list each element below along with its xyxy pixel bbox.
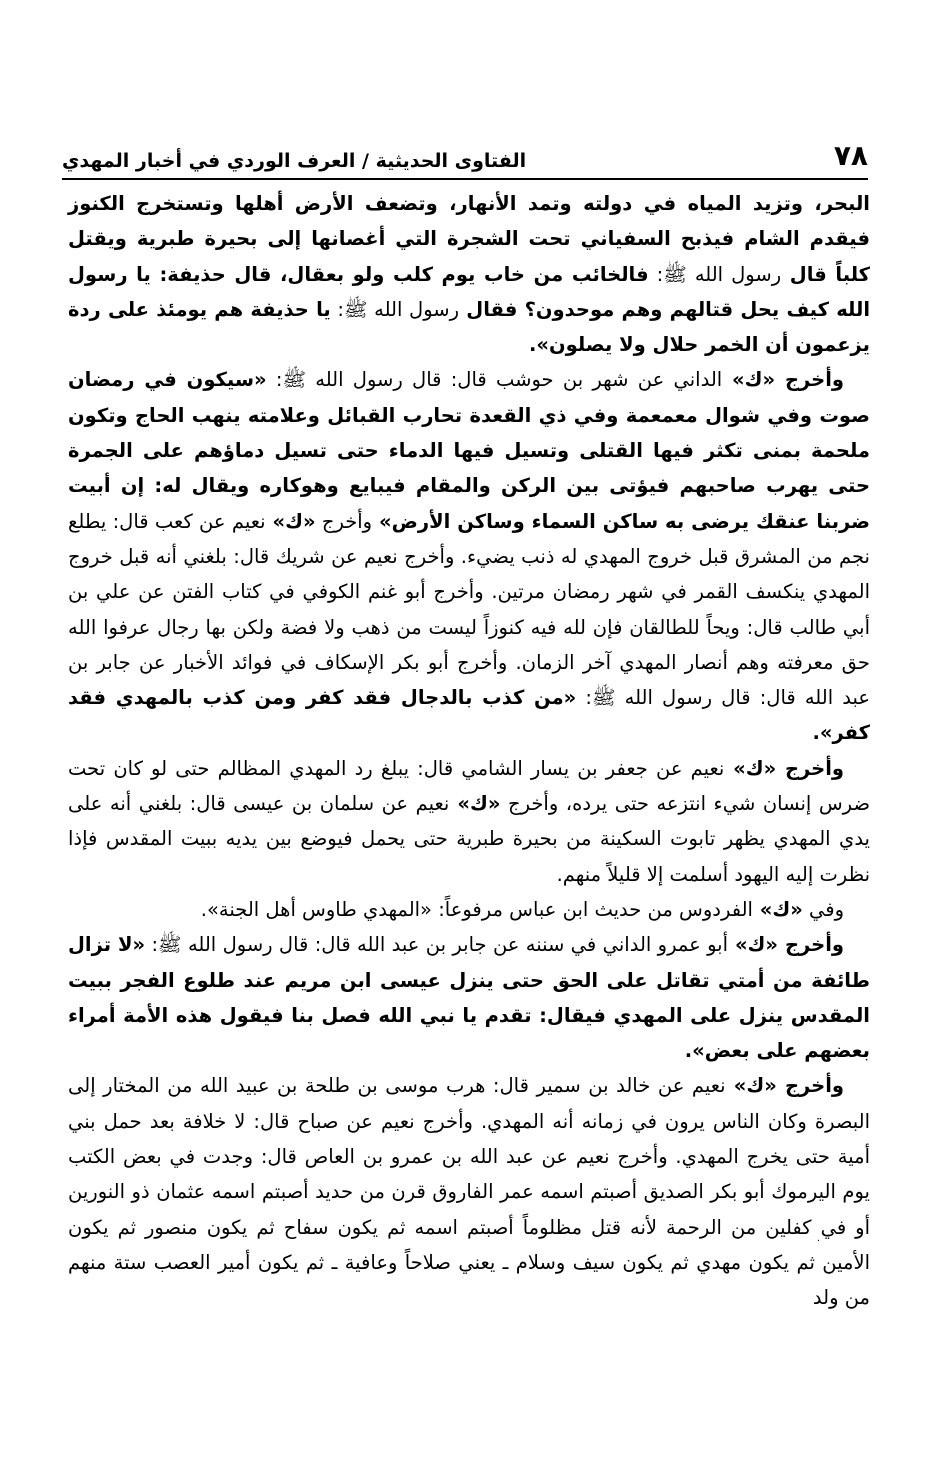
bold-text-segment: «سيكون في رمضان صوت وفي شوال معمعمة وفي ذي القعدة تحارب القبائل وعلامته ينهب الحاج وتكون ملحمة بمنى تكثر فيها القتلى وتسيل فيها الدماء حتى تسيل دماؤهم على الجمرة حتى يهرب صاحبهم فيؤتى بين الركن والمقام فيبايع وهوكاره ويقال له: إن أبيت ضربنا عنقك يرضى به ساكن السماء وساكن الأرض» [68,368,870,533]
paragraph [68,892,870,927]
bold-text-segment: «لا تزال طائفة من أمتي تقاتل على الحق حتى ينزل عيسى ابن مريم عند طلوع الفجر ببيت المقدس ينزل على المهدي فيقال: تقدم يا نبي الله فصل بنا فيقول هذه الأمة أمراء بعضهم على بعض». [68,933,870,1063]
body-text [68,186,870,1316]
bold-text-segment: «ك» [752,897,803,921]
text-segment: وأخرج [315,509,373,533]
bold-text-segment: «من كذب بالدجال فقد كفر ومن كذب بالمهدي فقد كفر». [68,686,870,745]
print-mark: · [816,1236,820,1247]
text-segment: رسول الله ﷺ: [648,262,782,286]
bold-text-segment: «ك» [265,509,316,533]
bold-text-segment: فالخائب من خاب يوم كلب ولو بعقال، قال حذيفة: يا رسول الله كيف يحل قتالهم وهم موحدون؟ فقال [68,262,871,321]
bold-text-segment: وأخرج «ك» [725,1074,844,1098]
paragraph [68,927,870,1068]
text-segment: نعيم عن سلمان بن عيسى قال: بلغني أنه على يدي المهدي يظهر تابوت السكينة من بحيرة طبرية حتى يحمل فيوضع بين يديه ببيت المقدس فإذا نظرت إليه اليهود أسلمت إلا قليلاً منهم. [68,792,870,886]
bold-text-segment: وأخرج «ك» [728,933,845,957]
text-segment: نعيم عن كعب قال: يطلع نجم من المشرق قبل خروج المهدي له ذنب يضيء. وأخرج نعيم عن شريك قال: بلغني أنه قبل خروج المهدي ينكسف القمر في شهر رمضان مرتين. وأخرج أبو غنم الكوفي في كتاب الفتن عن علي بن أبي طالب قال: ويحاً للطالقان فإن لله فيه كنوزاً ليست من ذهب ولا فضة ولكن بها رجال عرفوا الله حق معرفته وهم أنصار المهدي آخر الزمان. وأخرج أبو بكر الإسكاف في فوائد الأخبار عن جابر بن عبد الله قال: قال رسول الله ﷺ: [68,509,870,710]
paragraph [68,362,870,750]
page-number: ٧٨ [833,139,868,172]
text-segment: رسول الله ﷺ: [330,297,460,321]
bold-text-segment: وأخرج «ك» [722,368,844,392]
bold-text-segment: يا حذيفة هم يومئذ على ردة يزعمون أن الخمر حلال ولا يصلون». [68,297,870,357]
paragraph [68,186,870,362]
page-header [62,138,868,172]
running-title: الفتاوى الحديثية / العرف الوردي في أخبار المهدي [62,150,527,172]
paragraph [68,751,870,892]
text-segment: نعيم عن جعفر بن يسار الشامي قال: يبلغ رد المهدي المظالم حتى لو كان تحت ضرس إنسان شيء انتزعه حتى يرده، وأخرج [68,756,871,816]
text-segment: الداني عن شهر بن حوشب قال: قال رسول الله ﷺ: [266,368,723,392]
bold-text-segment: البحر، وتزيد المياه في دولته وتمد الأنهار، وتضعف الأرض أهلها وتستخرج الكنوز فيقدم الشام فيذبح السفياني تحت الشجرة التي أغصانها إلى بحيرة طبرية ويقتل كلباً قال [68,192,870,286]
header-rule [62,178,868,180]
text-segment: أبو عمرو الداني في سننه عن جابر بن عبد الله قال: قال رسول الله ﷺ: [145,933,729,957]
bold-text-segment: «ك» [449,792,501,816]
paragraph [68,1068,870,1315]
text-segment: وفي [802,897,844,921]
text-segment: الفردوس من حديث ابن عباس مرفوعاً: «المهدي طاوس أهل الجنة». [200,897,753,921]
text-segment: نعيم عن خالد بن سمير قال: هرب موسى بن طلحة بن عبيد الله من المختار إلى البصرة وكان الناس يرون في زمانه أنه المهدي. وأخرج نعيم عن صباح قال: لا خلافة بعد حمل بني أمية حتى يخرج المهدي. وأخرج نعيم عن عبد الله بن عمرو بن العاص قال: وجدت في بعض الكتب يوم اليرموك أبو بكر الصديق أصبتم اسمه عمر الفاروق قرن من حديد أصبتم اسمه عثمان ذو النورين أو في كفلين من الرحمة لأنه قتل مظلوماً أصبتم اسمه ثم يكون سفاح ثم يكون منصور ثم يكون الأمين ثم يكون مهدي ثم يكون سيف وسلام ـ يعني صلاحاً وعافية ـ ثم يكون أمير العصب ستة منهم من ولد [68,1074,870,1310]
bold-text-segment: وأخرج «ك» [724,756,845,780]
